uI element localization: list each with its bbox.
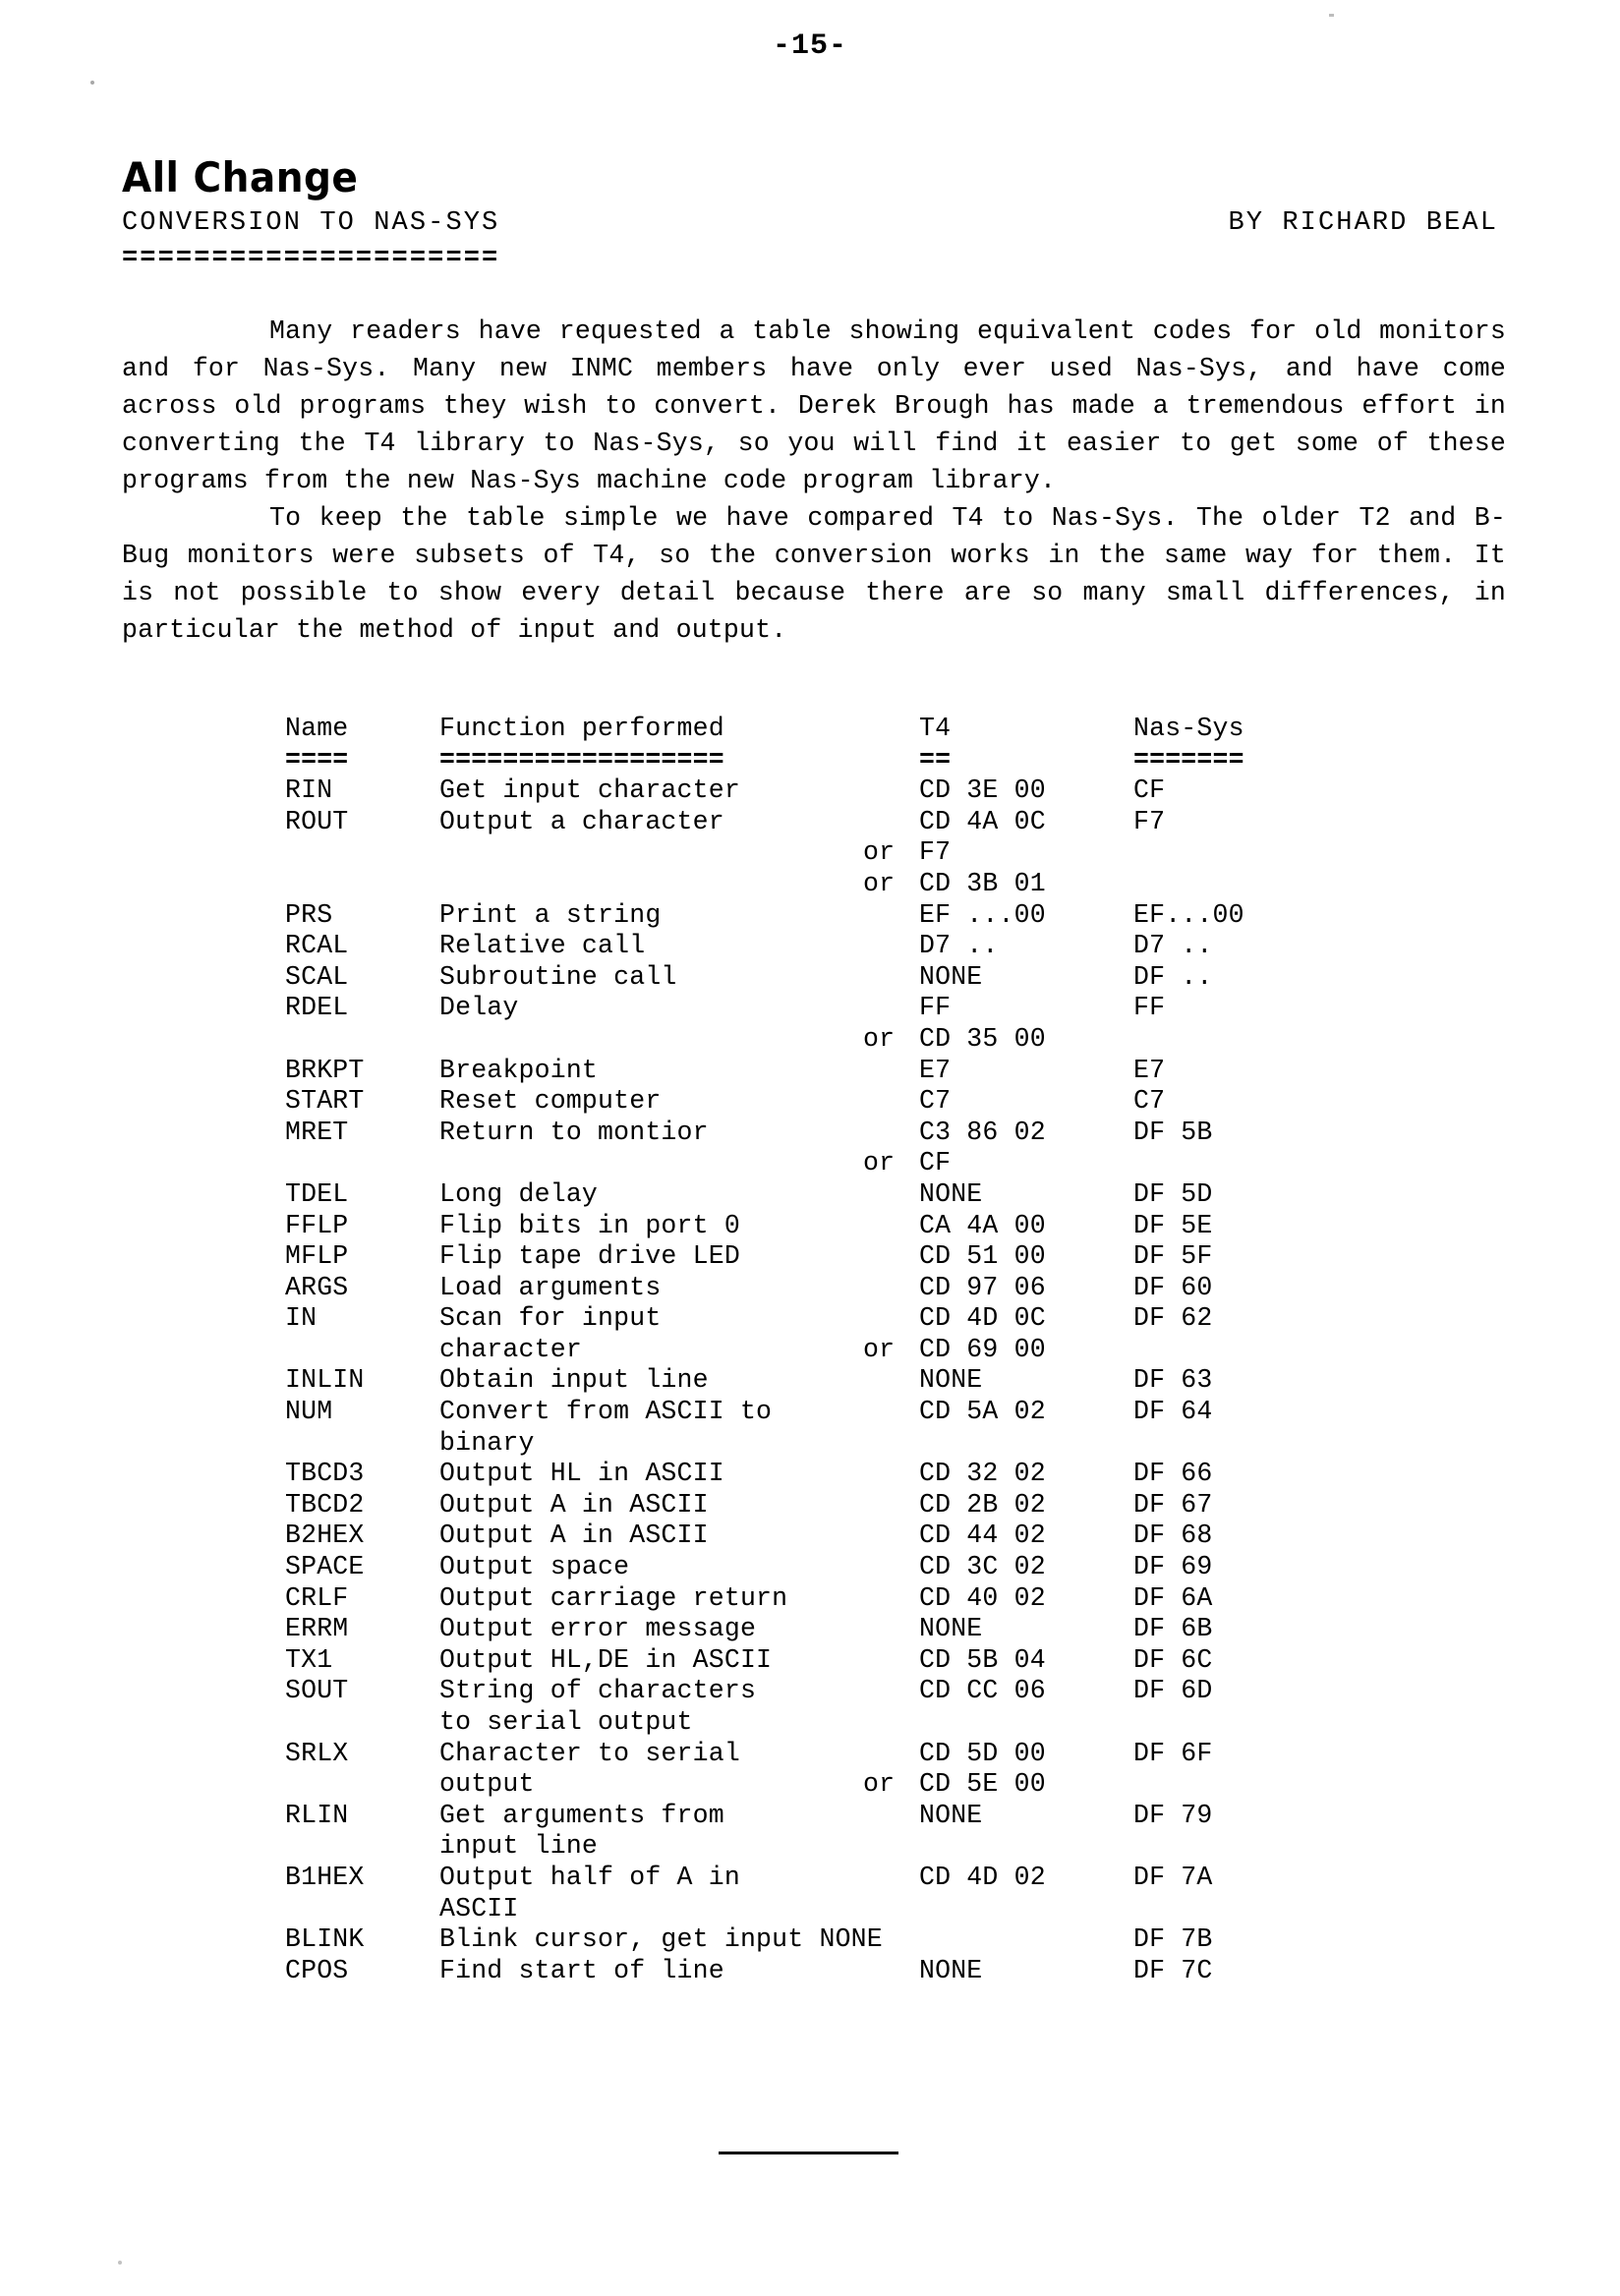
- cell-t4-code: CF: [919, 1148, 952, 1178]
- table-row: [0, 1179, 1620, 1211]
- table-row: [0, 1769, 1620, 1801]
- article-title: All Change: [122, 153, 359, 202]
- cell-t4-code: D7 ..: [919, 931, 999, 961]
- column-header-name: Name: [285, 714, 349, 743]
- table-row: [0, 1956, 1620, 1987]
- header-rule-nassys: =======: [1133, 744, 1244, 775]
- cell-t4-code: NONE: [919, 1178, 983, 1209]
- cell-name: START: [285, 1086, 365, 1117]
- cell-nassys-code: DF 6D: [1133, 1676, 1213, 1706]
- table-row: [0, 837, 1620, 869]
- cell-t4-code: NONE: [919, 961, 983, 992]
- cell-name: ARGS: [285, 1272, 349, 1302]
- cell-name: TX1: [285, 1644, 333, 1675]
- table-row: [0, 1583, 1620, 1615]
- cell-function: Output HL in ASCII: [439, 1459, 724, 1489]
- cell-or-label: or: [863, 1148, 896, 1178]
- cell-nassys-code: DF 60: [1133, 1272, 1213, 1302]
- cell-name: FFLP: [285, 1210, 349, 1240]
- cell-function: Scan for input: [439, 1303, 662, 1334]
- cell-t4-code: CD 5D 00: [919, 1738, 1046, 1768]
- table-row: [0, 1397, 1620, 1428]
- cell-name: TDEL: [285, 1178, 349, 1209]
- table-row: [0, 807, 1620, 838]
- cell-name: CPOS: [285, 1955, 349, 1985]
- scan-artifact: [118, 2261, 122, 2265]
- header-rule-name: ====: [285, 744, 349, 775]
- table-row: [0, 1086, 1620, 1118]
- cell-t4-code: CD 44 02: [919, 1521, 1046, 1551]
- table-row: [0, 931, 1620, 962]
- scan-artifact: [90, 81, 94, 85]
- page-number: -15-: [772, 29, 847, 63]
- table-row: [0, 1056, 1620, 1087]
- cell-nassys-code: DF 6F: [1133, 1738, 1213, 1768]
- cell-nassys-code: DF 5E: [1133, 1210, 1213, 1240]
- cell-t4-code: CD 5E 00: [919, 1769, 1046, 1800]
- table-row: [0, 775, 1620, 807]
- scan-artifact: [1329, 14, 1334, 17]
- cell-function: Output space: [439, 1552, 630, 1582]
- cell-name: NUM: [285, 1397, 333, 1427]
- table-row: [0, 1148, 1620, 1179]
- cell-name: SRLX: [285, 1738, 349, 1768]
- cell-function: Flip bits in port 0: [439, 1210, 740, 1240]
- cell-t4-code: C7: [919, 1086, 952, 1117]
- cell-t4-code: CD 3C 02: [919, 1552, 1046, 1582]
- cell-function: Get arguments from: [439, 1800, 724, 1830]
- cell-nassys-code: E7: [1133, 1055, 1166, 1085]
- cell-t4-code: F7: [919, 837, 952, 868]
- paragraph: To keep the table simple we have compared T4 to Nas-Sys. The older T2 and B-Bug monitors were subsets of T4, so the conversion works in the same way for them. It is not possible to show every detail because there are so many small differences, in particular the method of input and output.: [122, 503, 1506, 645]
- table-row: [0, 1801, 1620, 1832]
- cell-name: MRET: [285, 1117, 349, 1147]
- cell-nassys-code: F7: [1133, 806, 1166, 836]
- table-row: [0, 1303, 1620, 1335]
- cell-function: Output A in ASCII: [439, 1489, 709, 1520]
- cell-nassys-code: DF ..: [1133, 961, 1213, 992]
- cell-nassys-code: DF 69: [1133, 1552, 1213, 1582]
- table-row: [0, 993, 1620, 1024]
- table-row: [0, 1676, 1620, 1707]
- column-header-function: Function performed: [439, 714, 724, 743]
- cell-t4-code: CA 4A 00: [919, 1210, 1046, 1240]
- cell-name: RLIN: [285, 1800, 349, 1830]
- table-row: [0, 1024, 1620, 1056]
- footer-divider: [719, 2152, 898, 2154]
- cell-name: BRKPT: [285, 1055, 365, 1085]
- cell-name: BLINK: [285, 1924, 365, 1955]
- cell-name: INLIN: [285, 1365, 365, 1396]
- cell-t4-code: CD 40 02: [919, 1582, 1046, 1613]
- cell-function: Obtain input line: [439, 1365, 709, 1396]
- table-row: [0, 869, 1620, 900]
- cell-or-label: or: [863, 1334, 896, 1364]
- cell-function: to serial output: [439, 1707, 693, 1737]
- cell-t4-code: C3 86 02: [919, 1117, 1046, 1147]
- cell-nassys-code: FF: [1133, 993, 1166, 1023]
- table-row: [0, 1707, 1620, 1739]
- cell-t4-code: CD 97 06: [919, 1272, 1046, 1302]
- cell-t4-code: CD 4A 0C: [919, 806, 1046, 836]
- cell-nassys-code: DF 67: [1133, 1489, 1213, 1520]
- cell-function: Output A in ASCII: [439, 1521, 709, 1551]
- cell-name: SCAL: [285, 961, 349, 992]
- cell-function: Load arguments: [439, 1272, 662, 1302]
- cell-t4-code: CD 2B 02: [919, 1489, 1046, 1520]
- cell-nassys-code: EF...00: [1133, 899, 1244, 930]
- cell-name: SPACE: [285, 1552, 365, 1582]
- cell-or-label: or: [863, 1023, 896, 1054]
- cell-name: RIN: [285, 775, 333, 806]
- cell-name: B2HEX: [285, 1521, 365, 1551]
- cell-function: Flip tape drive LED: [439, 1241, 740, 1272]
- cell-t4-code: E7: [919, 1055, 952, 1085]
- cell-function: Return to montior: [439, 1117, 709, 1147]
- cell-function: output: [439, 1769, 535, 1800]
- cell-function: input line: [439, 1831, 599, 1862]
- cell-t4-code: CD 5A 02: [919, 1397, 1046, 1427]
- cell-nassys-code: DF 63: [1133, 1365, 1213, 1396]
- column-header-nassys: Nas-Sys: [1133, 714, 1244, 743]
- cell-nassys-code: DF 68: [1133, 1521, 1213, 1551]
- cell-t4-code: CD CC 06: [919, 1676, 1046, 1706]
- cell-t4-code: CD 4D 02: [919, 1862, 1046, 1892]
- table-row: [0, 1490, 1620, 1521]
- cell-name: ROUT: [285, 806, 349, 836]
- cell-name: IN: [285, 1303, 318, 1334]
- cell-name: RDEL: [285, 993, 349, 1023]
- cell-nassys-code: DF 6B: [1133, 1614, 1213, 1644]
- cell-name: MFLP: [285, 1241, 349, 1272]
- cell-or-label: or: [863, 1769, 896, 1800]
- conversion-table: [0, 714, 1620, 1986]
- table-body: [0, 775, 1620, 1986]
- cell-t4-code: CD 51 00: [919, 1241, 1046, 1272]
- cell-function: Convert from ASCII to: [439, 1397, 773, 1427]
- cell-name: SOUT: [285, 1676, 349, 1706]
- cell-name: PRS: [285, 899, 333, 930]
- cell-function: Long delay: [439, 1178, 599, 1209]
- cell-or-label: or: [863, 868, 896, 898]
- table-row: [0, 1863, 1620, 1894]
- cell-function: Output carriage return: [439, 1582, 788, 1613]
- table-row: [0, 1614, 1620, 1645]
- cell-t4-code: CD 4D 0C: [919, 1303, 1046, 1334]
- cell-nassys-code: DF 7C: [1133, 1955, 1213, 1985]
- table-row: [0, 1894, 1620, 1925]
- cell-t4-code: CD 5B 04: [919, 1644, 1046, 1675]
- cell-function: Find start of line: [439, 1955, 724, 1985]
- cell-t4-code: NONE: [919, 1955, 983, 1985]
- cell-nassys-code: DF 62: [1133, 1303, 1213, 1334]
- table-row: [0, 1428, 1620, 1460]
- article-subheader: [122, 208, 1498, 238]
- cell-nassys-code: DF 64: [1133, 1397, 1213, 1427]
- cell-t4-code: NONE: [919, 1365, 983, 1396]
- header-rule-function: ==================: [439, 744, 724, 775]
- cell-function: Output a character: [439, 806, 724, 836]
- table-row: [0, 1335, 1620, 1366]
- cell-function: Get input character: [439, 775, 740, 806]
- cell-function: Subroutine call: [439, 961, 677, 992]
- cell-function: character: [439, 1334, 582, 1364]
- cell-nassys-code: DF 5D: [1133, 1178, 1213, 1209]
- table-row: [0, 900, 1620, 932]
- cell-t4-code: FF: [919, 993, 952, 1023]
- cell-t4-code: EF ...00: [919, 899, 1046, 930]
- article-body: [122, 313, 1506, 649]
- cell-function: Breakpoint: [439, 1055, 599, 1085]
- cell-nassys-code: DF 6C: [1133, 1644, 1213, 1675]
- cell-nassys-code: D7 ..: [1133, 931, 1213, 961]
- cell-t4-code: CD 35 00: [919, 1023, 1046, 1054]
- table-row: [0, 1273, 1620, 1304]
- cell-function: String of characters: [439, 1676, 757, 1706]
- paragraph: Many readers have requested a table showing equivalent codes for old monitors and for Nas-Sys. Many new INMC members have only ever used Nas-Sys, and have come across old programs they wish to convert. Derek Brough has made a tremendous effort in converting the T4 library to Nas-Sys, so you will find it easier to get some of these programs from the new Nas-Sys machine code program library.: [122, 316, 1506, 495]
- cell-t4-code: NONE: [919, 1614, 983, 1644]
- cell-function: Delay: [439, 993, 519, 1023]
- table-row: [0, 1924, 1620, 1956]
- table-row: [0, 1645, 1620, 1677]
- cell-function: Output error message: [439, 1614, 757, 1644]
- cell-nassys-code: DF 79: [1133, 1800, 1213, 1830]
- table-row: [0, 1211, 1620, 1242]
- cell-t4-code: CD 3E 00: [919, 775, 1046, 806]
- cell-nassys-code: DF 7A: [1133, 1862, 1213, 1892]
- table-row: [0, 962, 1620, 994]
- cell-name: CRLF: [285, 1582, 349, 1613]
- cell-t4-code: NONE: [919, 1800, 983, 1830]
- table-row: [0, 1459, 1620, 1490]
- header-rule-t4: ==: [919, 744, 952, 775]
- cell-function: Blink cursor, get input NONE: [439, 1924, 883, 1955]
- cell-name: RCAL: [285, 931, 349, 961]
- subtitle: CONVERSION TO NAS-SYS: [122, 208, 500, 238]
- cell-t4-code: CD 32 02: [919, 1459, 1046, 1489]
- cell-name: TBCD2: [285, 1489, 365, 1520]
- cell-nassys-code: CF: [1133, 775, 1166, 806]
- cell-nassys-code: DF 5B: [1133, 1117, 1213, 1147]
- table-row: [0, 1365, 1620, 1397]
- cell-function: Relative call: [439, 931, 646, 961]
- subtitle-underline: =====================: [122, 244, 500, 273]
- table-row: [0, 1552, 1620, 1583]
- cell-nassys-code: DF 6A: [1133, 1582, 1213, 1613]
- table-row: [0, 1739, 1620, 1770]
- cell-nassys-code: DF 7B: [1133, 1924, 1213, 1955]
- byline: BY RICHARD BEAL: [1228, 208, 1498, 238]
- cell-t4-code: CD 69 00: [919, 1334, 1046, 1364]
- cell-nassys-code: DF 5F: [1133, 1241, 1213, 1272]
- table-row: [0, 1521, 1620, 1552]
- cell-function: binary: [439, 1427, 535, 1458]
- cell-name: B1HEX: [285, 1862, 365, 1892]
- table-header-rule-row: [0, 745, 1620, 776]
- column-header-t4: T4: [919, 714, 952, 743]
- cell-function: Output half of A in: [439, 1862, 740, 1892]
- cell-name: ERRM: [285, 1614, 349, 1644]
- cell-nassys-code: DF 66: [1133, 1459, 1213, 1489]
- cell-function: Reset computer: [439, 1086, 662, 1117]
- cell-function: Output HL,DE in ASCII: [439, 1644, 773, 1675]
- cell-or-label: or: [863, 837, 896, 868]
- cell-function: Character to serial: [439, 1738, 740, 1768]
- table-header-row: [0, 714, 1620, 745]
- cell-name: TBCD3: [285, 1459, 365, 1489]
- cell-function: ASCII: [439, 1893, 519, 1923]
- table-row: [0, 1831, 1620, 1863]
- cell-function: Print a string: [439, 899, 662, 930]
- table-row: [0, 1241, 1620, 1273]
- cell-t4-code: CD 3B 01: [919, 868, 1046, 898]
- table-row: [0, 1118, 1620, 1149]
- cell-nassys-code: C7: [1133, 1086, 1166, 1117]
